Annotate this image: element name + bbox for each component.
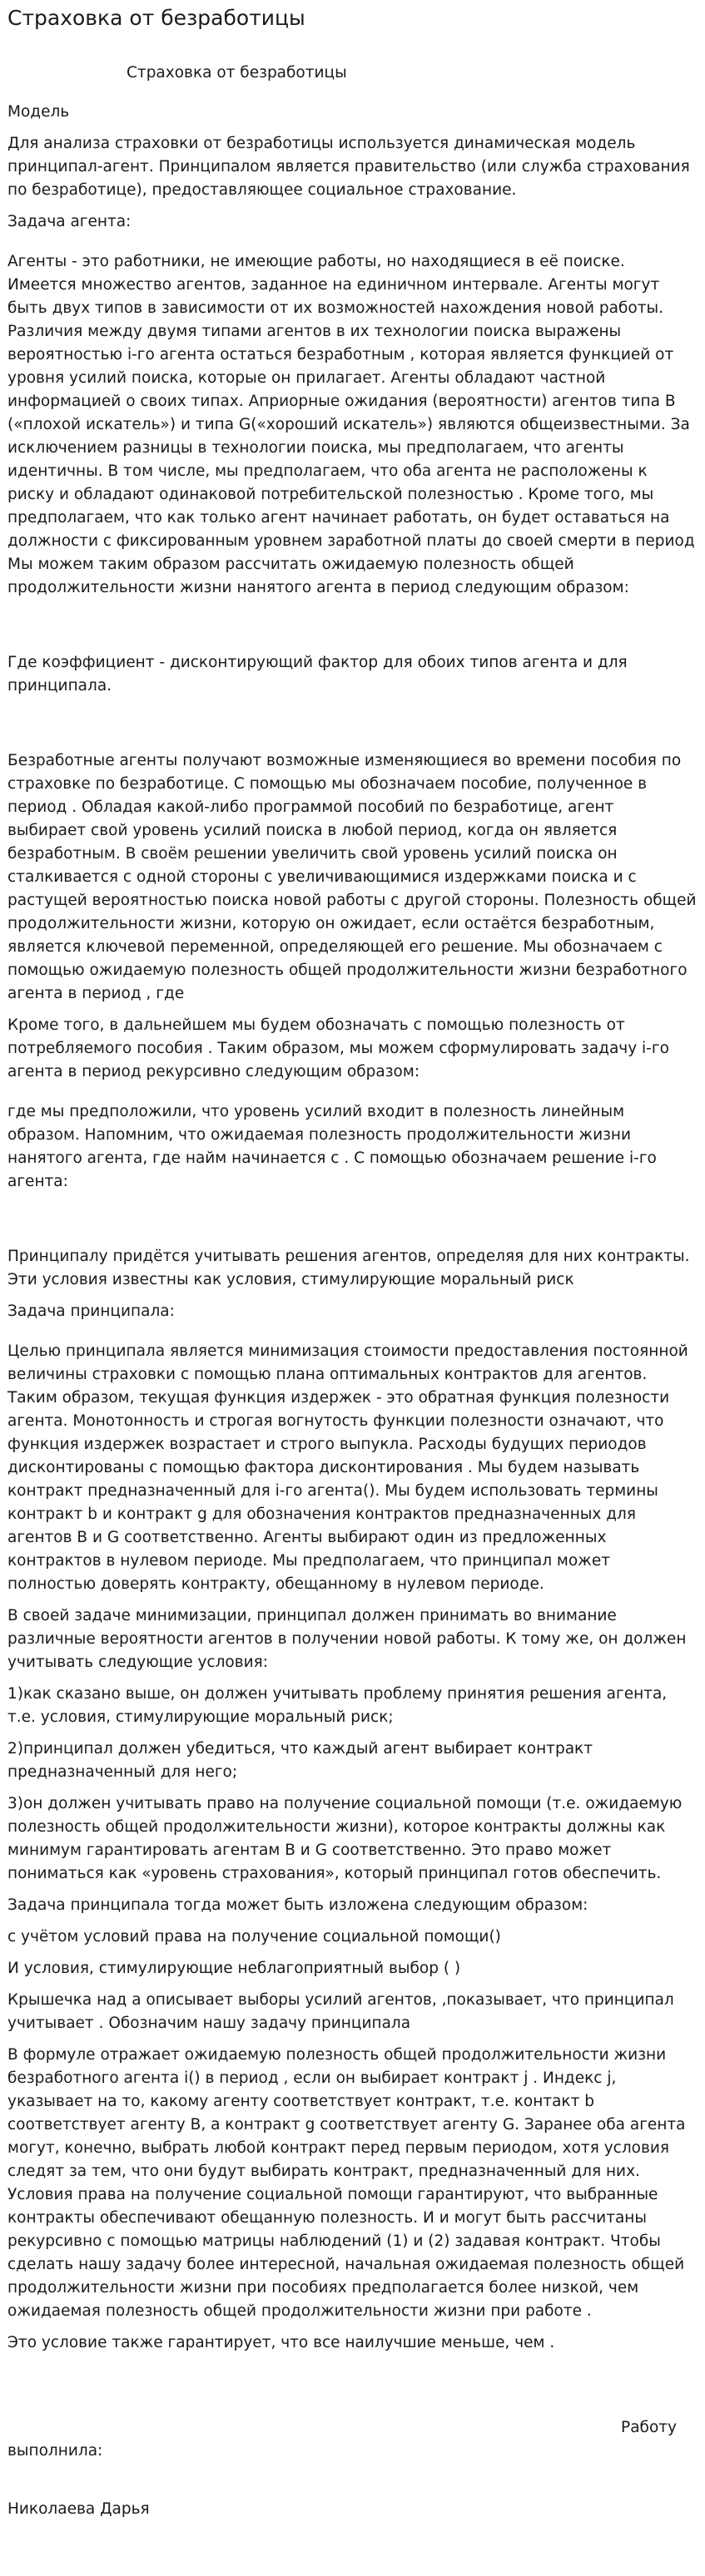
condition-item-3: 3)он должен учитывать право на получение социальной помощи (т.е. ожидаемую полезность общей продолжительности жизни), которое контракты должны как минимум гарантировать агентам B и G соответственно. Это право может пониматься как «уровень страхования», который принципал готов обеспечить. (7, 1795, 683, 1882)
contracts-paragraph: Принципалу придётся учитывать решения агентов, определяя для них контракты. Эти условия известны как условия, стимулирующие моральный риск (7, 1248, 690, 1288)
utility-paragraph: Кроме того, в дальнейшем мы будем обозначать с помощью полезность от потребляемого пособия . Таким образом, мы можем сформулировать задачу i-го агента в период рекурсивно следующим образом: (7, 1016, 669, 1080)
minimization-paragraph: В своей задаче минимизации, принципал должен принимать во внимание различные вероятности агентов в получении новой работы. К тому же, он должен учитывать следующие условия: (7, 1607, 687, 1671)
unemployed-paragraph: Безработные агенты получают возможные изменяющиеся во времени пособия по страховке по безработице. С помощью мы обозначаем пособие, полученное в период . Обладая какой-либо программой пособий по безработице, агент выбирает свой уровень усилий поиска в любой период, когда он является безработным. В своём решении увеличить свой уровень усилий поиска он сталкивается с одной стороны с увеличивающимися издержками поиска и с растущей вероятностью поиска новой работы с другой стороны. Полезность общей продолжительности жизни, которую он ожидает, если остаётся безработным, является ключевой переменной, определяющей его решение. Мы обозначаем с помощью ожидаемую полезность общей продолжительности жизни безработного агента в период , где (7, 752, 697, 1002)
discount-paragraph: Где коэффициент - дисконтирующий фактор для обоих типов агента и для принципала. (7, 654, 628, 695)
signature-author: Николаева Дарья (7, 2500, 150, 2518)
formula-paragraph: В формуле отражает ожидаемую полезность общей продолжительности жизни безработного агента i() в период , если он выбирает контракт j . Индекс j, указывает на то, какому агенту соответствует контракт, т.е. контакт b соответствует агенту B, а контракт g соответствует агенту G. Заранее оба агента могут, конечно, выбрать любой контракт перед первым периодом, хотя условия следят за тем, что они будут выбирать контракт, предназначенный для них. Условия права на получение социальной помощи гарантируют, что выбранные контракты обеспечивают обещанную полезность. И и могут быть рассчитаны рекурсивно с помощью матрицы наблюдений (1) и (2) задавая контракт. Чтобы сделать нашу задачу более интересной, начальная ожидаемая полезность общей продолжительности жизни при пособиях предполагается более низкой, чем ожидаемая полезность общей продолжительности жизни при работе . (7, 2046, 686, 2320)
signature-line-2: выполнила: (7, 2442, 103, 2460)
linear-effort-paragraph: где мы предположили, что уровень усилий входит в полезность линейным образом. Напомним, что ожидаемая полезность продолжительности жизни нанятого агента, где найм начинается с . С помощью обозначаем решение i-го агента: (7, 1103, 657, 1190)
condition-item-2: 2)принципал должен убедиться, что каждый агент выбирает контракт предназначенный для него; (7, 1740, 593, 1781)
principal-form-paragraph: Задача принципала тогда может быть изложена следующим образом: (7, 1896, 588, 1914)
document-title: Страховка от безработицы (7, 6, 305, 30)
principal-paragraph: Целью принципала является минимизация стоимости предоставления постоянной величины страховки с помощью плана оптимальных контрактов для агентов. Таким образом, текущая функция издержек - это обратная функция полезности агента. Монотонность и строгая вогнутость функции полезности означают, что функция издержек возрастает и строго выпукла. Расходы будущих периодов дисконтированы с помощью фактора дисконтирования . Мы будем называть контракт предназначенный для i-го агента(). Мы будем использовать термины контракт b и контракт g для обозначения контрактов предназначенных для агентов B и G соответственно. Агенты выбирают один из предложенных контрактов в нулевом периоде. Мы предполагаем, что принципал может полностью доверять контракту, обещанному в нулевом периоде. (7, 1342, 688, 1593)
document-subtitle: Страховка от безработицы (127, 64, 347, 82)
welfare-condition-paragraph: с учётом условий права на получение социальной помощи() (7, 1928, 501, 1946)
guarantee-paragraph: Это условие также гарантирует, что все наилучшие меньше, чем . (7, 2334, 555, 2351)
model-heading: Модель (7, 103, 70, 121)
condition-item-1: 1)как сказано выше, он должен учитывать проблему принятия решения агента, т.е. условия, стимулирующие моральный риск; (7, 1685, 668, 1726)
hat-paragraph: Крышечка над a описывает выборы усилий агентов, ,показывает, что принципал учитывает . Обозначим нашу задачу принципала (7, 1991, 674, 2032)
intro-paragraph: Для анализа страховки от безработицы используется динамическая модель принципал-агент. Принципалом является правительство (или служба страхования по безработице), предоставляющее социальное страхование. (7, 135, 690, 199)
agent-task-heading: Задача агента: (7, 213, 132, 230)
selection-condition-paragraph: И условия, стимулирующие неблагоприятный выбор ( ) (7, 1960, 461, 1977)
agent-paragraph: Агенты - это работники, не имеющие работы, но находящиеся в её поиске. Имеется множество агентов, заданное на единичном интервале. Агенты могут быть двух типов в зависимости от их возможностей нахождения новой работы. Различия между двумя типами агентов в их технологии поиска выражены вероятностью i-го агента остаться безработным , которая является функцией от уровня усилий поиска, которые он прилагает. Агенты обладают частной информацией о своих типах. Априорные ожидания (вероятности) агентов типа B («плохой искатель») и типа G(«хороший искатель») являются общеизвестными. За исключением разницы в технологии поиска, мы предполагаем, что агенты идентичны. В том числе, мы предполагаем, что оба агента не расположены к риску и обладают одинаковой потребительской полезностью . Кроме того, мы предполагаем, что как только агент начинает работать, он будет оставаться на должности с фиксированным уровнем заработной платы до своей смерти в период Мы можем таким образом рассчитать ожидаемую полезность общей продолжительности жизни нанятого агента в период следующим образом: (7, 253, 695, 596)
signature-line-1: Работу (621, 2419, 677, 2436)
principal-task-heading: Задача принципала: (7, 1303, 175, 1320)
